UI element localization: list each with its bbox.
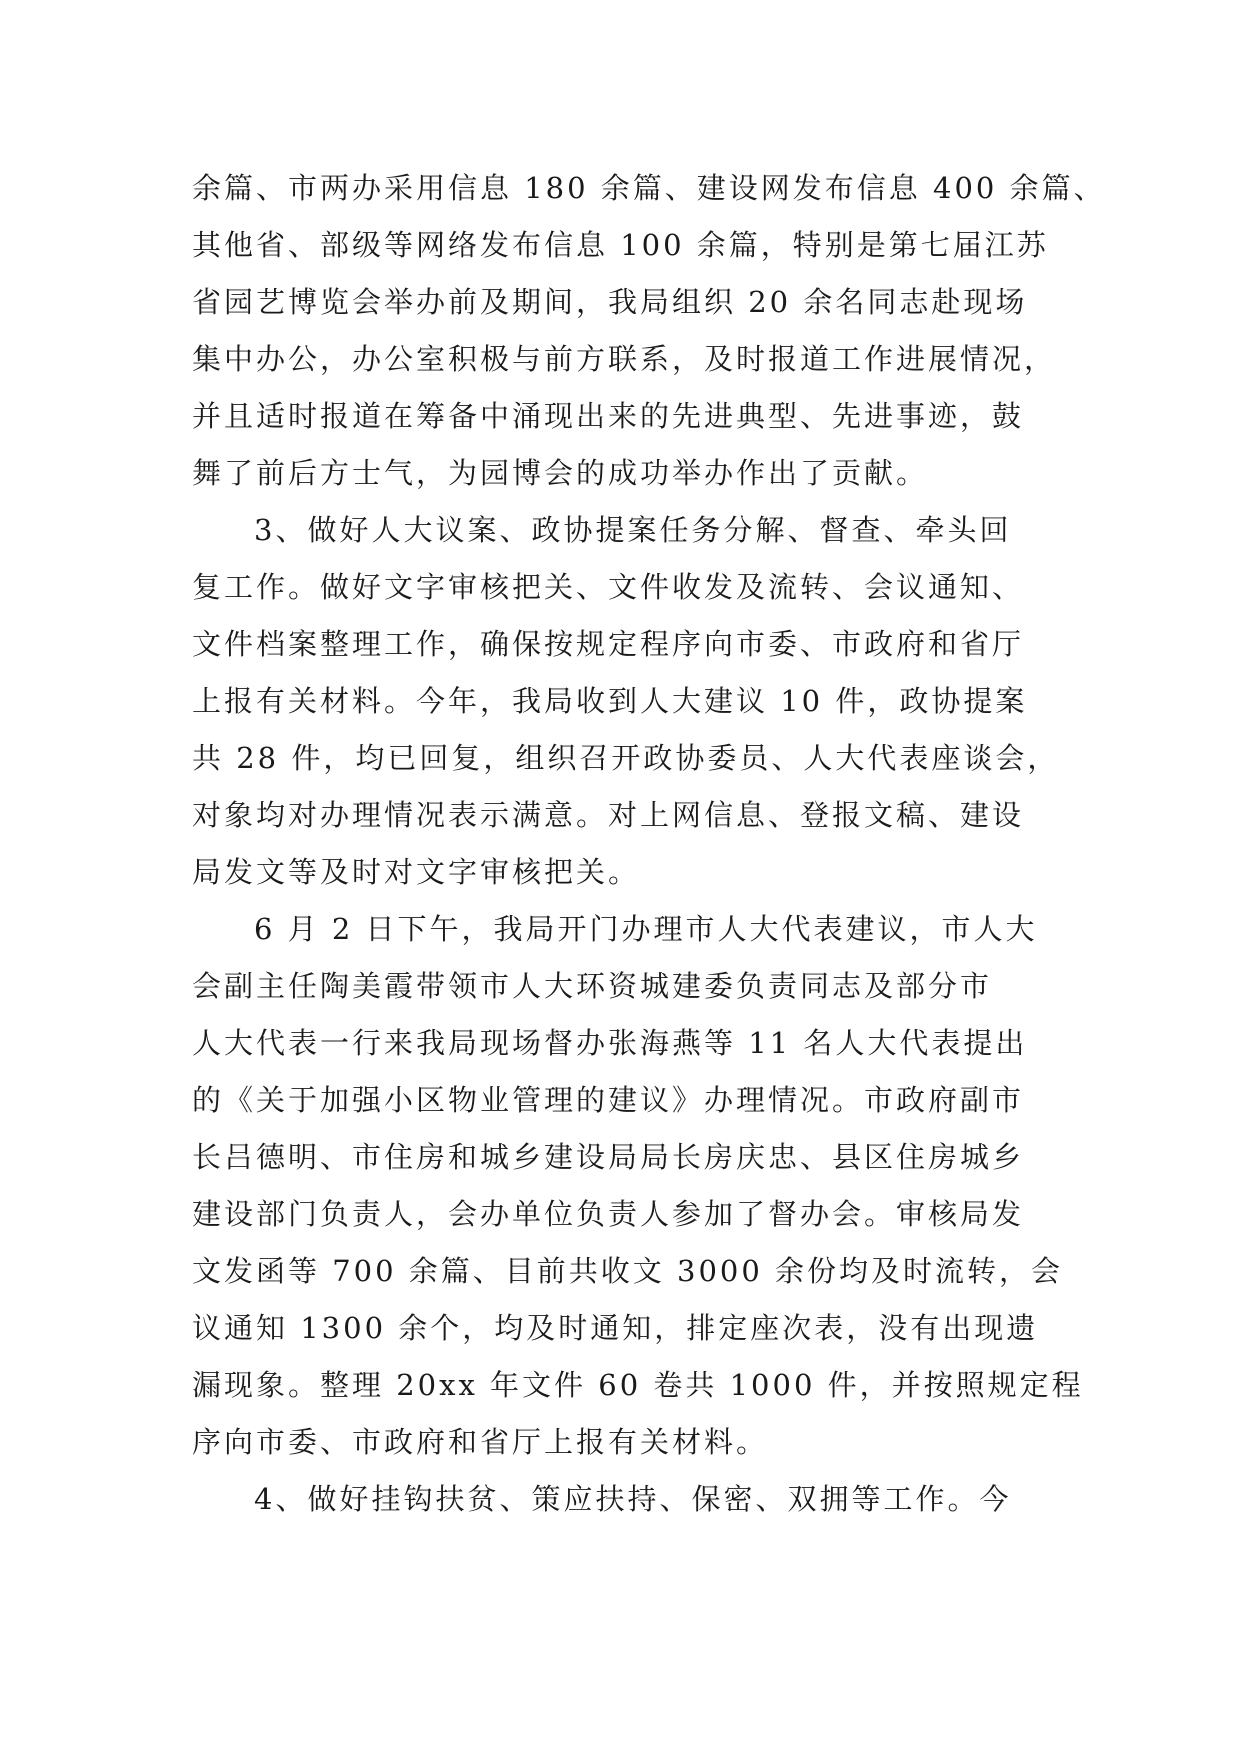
- text-line: 会副主任陶美霞带领市人大环资城建委负责同志及部分市: [192, 969, 993, 1003]
- text-line: 并且适时报道在筹备中涌现出来的先进典型、先进事迹，鼓: [192, 399, 1025, 433]
- text-line: 对象均对办理情况表示满意。对上网信息、登报文稿、建设: [192, 798, 1025, 832]
- text-line: 的《关于加强小区物业管理的建议》办理情况。市政府副市: [192, 1083, 1025, 1117]
- text-line: 集中办公，办公室积极与前方联系，及时报道工作进展情况，: [192, 342, 1057, 376]
- text-line: 复工作。做好文字审核把关、文件收发及流转、会议通知、: [192, 570, 1025, 604]
- text-line: 余篇、市两办采用信息 180 余篇、建设网发布信息 400 余篇、: [192, 171, 1106, 205]
- text-line: 省园艺博览会举办前及期间，我局组织 20 余名同志赴现场: [192, 285, 1028, 319]
- text-line: 人大代表一行来我局现场督办张海燕等 11 名人大代表提出: [192, 1026, 1028, 1060]
- text-line: 文件档案整理工作，确保按规定程序向市委、市政府和省厅: [192, 627, 1025, 661]
- text-line: 共 28 件，均已回复，组织召开政协委员、人大代表座谈会，: [192, 741, 1060, 775]
- body-text: [192, 160, 1106, 1528]
- text-line: 文发函等 700 余篇、目前共收文 3000 余份均及时流转，会: [192, 1254, 1064, 1288]
- text-line: 漏现象。整理 20xx 年文件 60 卷共 1000 件，并按照规定程: [192, 1368, 1084, 1402]
- text-line: 舞了前后方士气，为园博会的成功举办作出了贡献。: [192, 456, 929, 490]
- paragraph-start-line: 3、做好人大议案、政协提案任务分解、督查、牵头回: [254, 513, 1012, 547]
- text-line: 建设部门负责人，会办单位负责人参加了督办会。审核局发: [192, 1197, 1025, 1231]
- text-line: 其他省、部级等网络发布信息 100 余篇，特别是第七届江苏: [192, 228, 1049, 262]
- text-line: 局发文等及时对文字审核把关。: [192, 855, 641, 889]
- text-line: 长吕德明、市住房和城乡建设局局长房庆忠、县区住房城乡: [192, 1140, 1025, 1174]
- text-line: 上报有关材料。今年，我局收到人大建议 10 件，政协提案: [192, 684, 1028, 718]
- paragraph-start-line: 4、做好挂钩扶贫、策应扶持、保密、双拥等工作。今: [254, 1482, 1012, 1516]
- text-line: 序向市委、市政府和省厅上报有关材料。: [192, 1425, 769, 1459]
- paragraph-start-line: 6 月 2 日下午，我局开门办理市人大代表建议，市人大: [254, 912, 1038, 946]
- text-line: 议通知 1300 余个，均及时通知，排定座次表，没有出现遗: [192, 1311, 1039, 1345]
